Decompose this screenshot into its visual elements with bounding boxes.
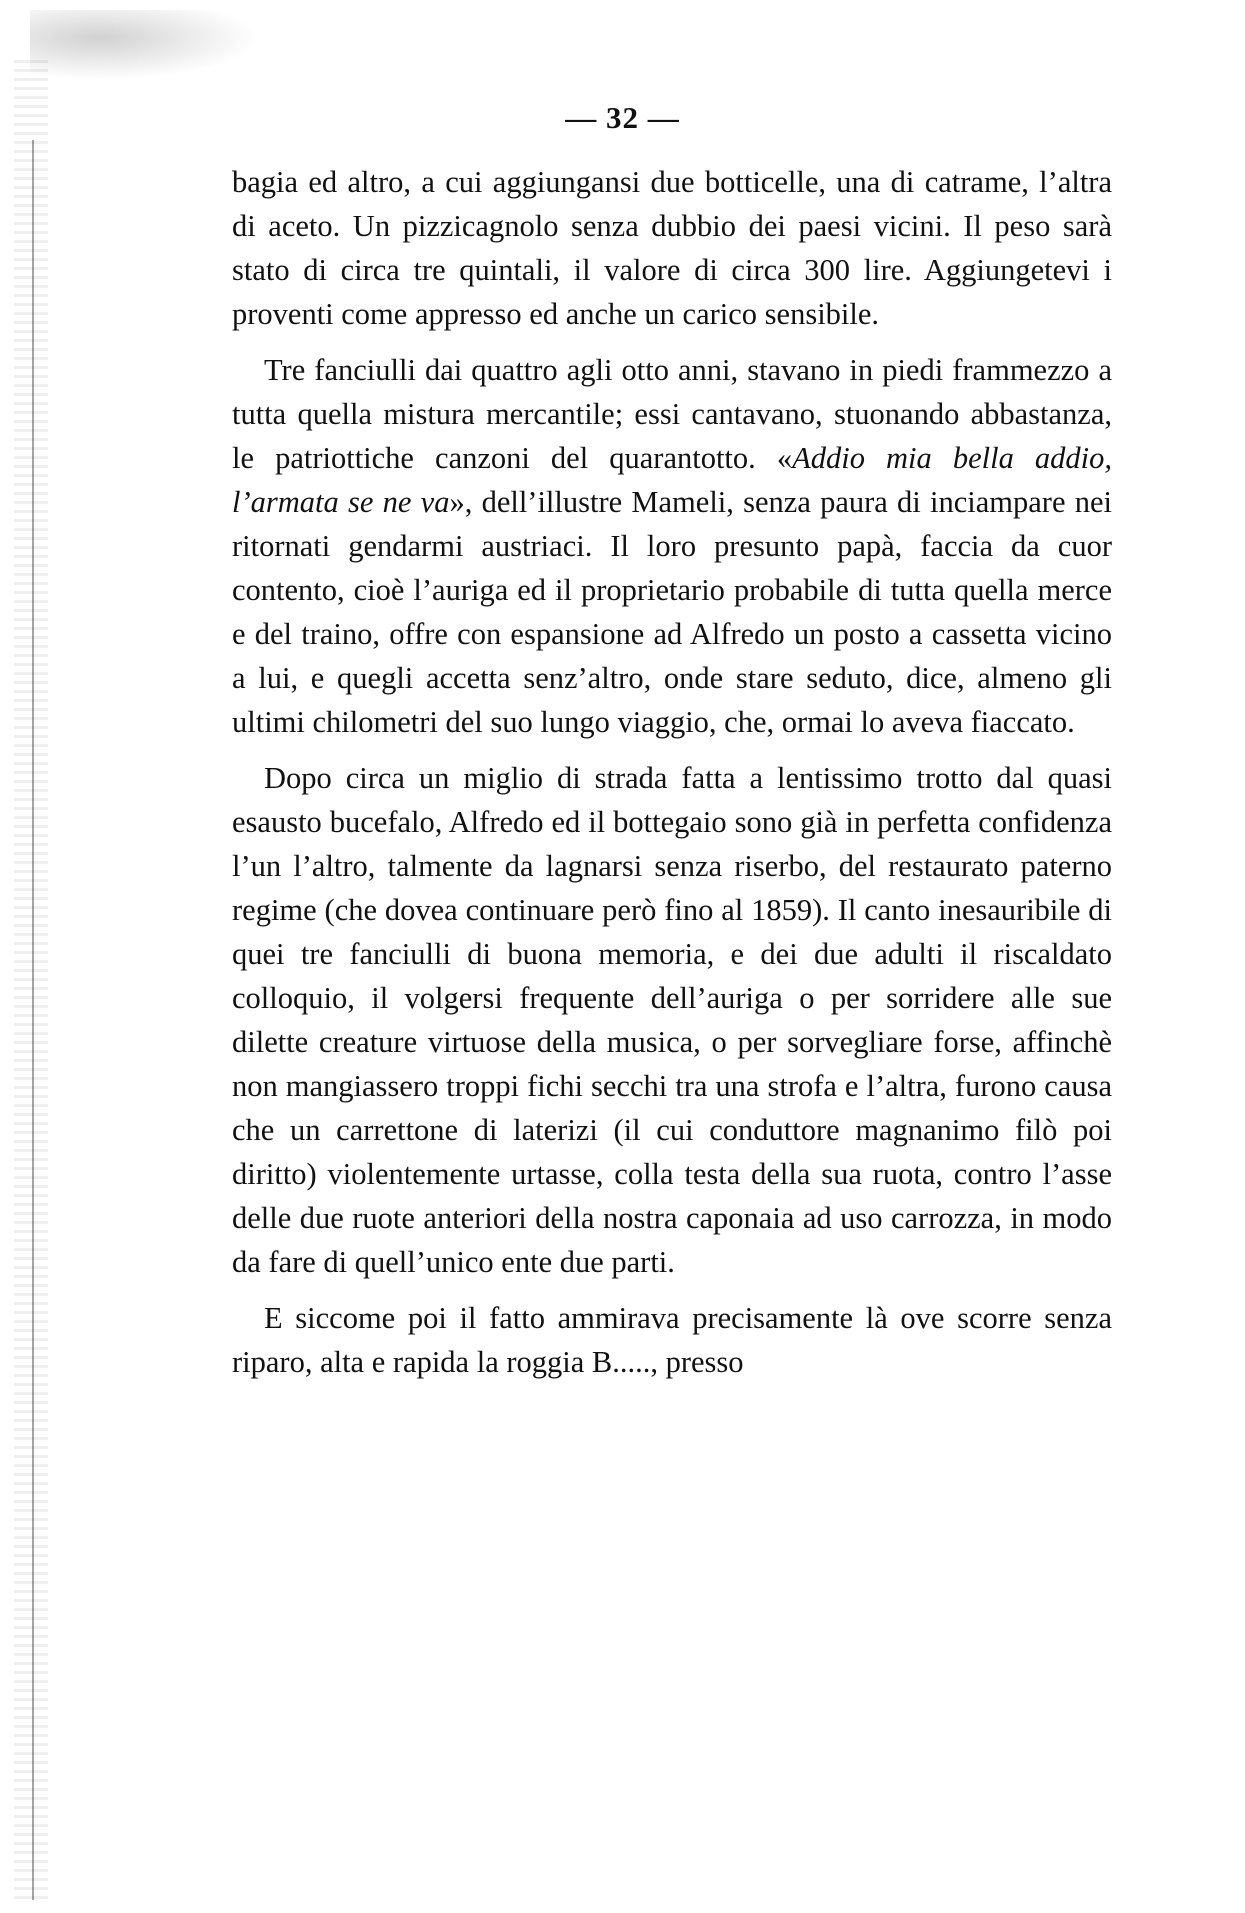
binding-gutter bbox=[14, 60, 48, 1900]
binding-edge-line bbox=[32, 140, 34, 1900]
paragraph-3: Dopo circa un miglio di strada fatta a lentissimo trotto dal quasi esausto bucefalo, Alfredo ed il bottegaio sono già in perfetta confidenza l’un l’altro, talmente da lagnarsi senza riserbo, del restaurato paterno regime (che dovea continuare però fino al 1859). Il canto inesauribile di quei tre fanciulli di buona memoria, e dei due adulti il riscaldato colloquio, il volgersi frequente dell’auriga o per sorridere alle sue dilette creature virtuose della musica, o per sorvegliare forse, affinchè non mangiassero troppi fichi secchi tra una strofa e l’altra, furono causa che un carrettone di laterizi (il cui conduttore magnanimo filò poi diritto) violentemente urtasse, colla testa della sua ruota, contro l’asse delle due ruote anteriori della nostra caponaia ad uso carrozza, in modo da fare di quell’unico ente due parti. bbox=[232, 761, 1112, 1279]
paragraph-1: bagia ed altro, a cui aggiungansi due botticelle, una di catrame, l’altra di aceto. Un pizzicagnolo senza dubbio dei paesi vicini. Il peso sarà stato di circa tre quintali, il valore di circa 300 lire. Aggiungetevi i proventi come appresso ed anche un carico sensibile. bbox=[232, 165, 1112, 331]
paragraph-2-after: », dell’illustre Mameli, senza paura di inciampare nei ritornati gendarmi austriaci. Il loro presunto papà, faccia da cuor contento, cioè l’auriga ed il proprietario probabile di tutta quella merce e del traino, offre con espansione ad Alfredo un posto a cassetta vicino a lui, e quegli accetta senz’altro, onde stare seduto, dice, almeno gli ultimi chilometri del suo lungo viaggio, che, ormai lo aveva fiaccato. bbox=[232, 485, 1112, 739]
page-number: — 32 — bbox=[565, 100, 680, 135]
song-title-quote: Addio mia bella addio, l’armata se ne va bbox=[232, 441, 1112, 519]
paragraph-2 bbox=[232, 348, 1112, 744]
paragraph-2-before: Tre fanciulli dai quattro agli otto anni, stavano in piedi frammezzo a tutta quella mistura mercantile; essi cantavano, stuonando abbastanza, le patriottiche canzoni del quarantotto. « bbox=[232, 353, 1112, 475]
page-stain bbox=[30, 10, 260, 80]
body-text bbox=[232, 160, 1112, 1384]
paragraph-4: E siccome poi il fatto ammirava precisamente là ove scorre senza riparo, alta e rapida la roggia B....., presso bbox=[232, 1301, 1112, 1379]
